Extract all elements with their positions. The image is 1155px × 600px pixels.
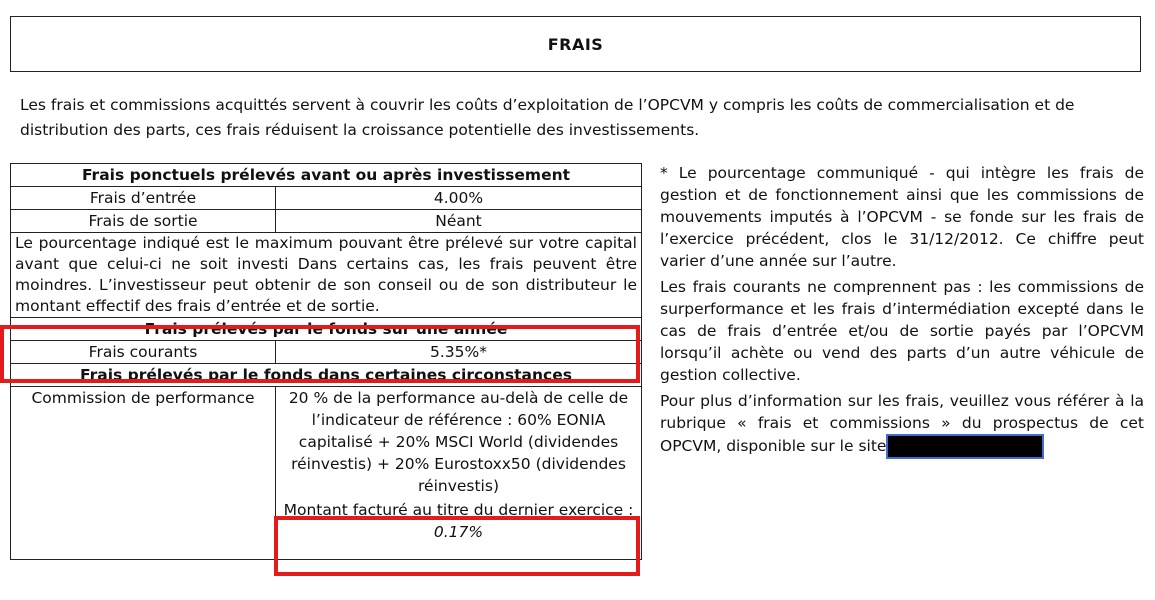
entry-fee-label: Frais d’entrée bbox=[11, 187, 276, 210]
fee-note-cell bbox=[11, 233, 642, 318]
side-note-2: Les frais courants ne comprennent pas : les commissions de surperformance et les frais d’intermédiation excepté dans le cas de frais d’entrée et/ou de sortie payés par l’OPCVM lorsqu’il achète ou vend des parts d’un autre véhicule de gestion collective. bbox=[660, 278, 1144, 384]
performance-amount-label: Montant facturé au titre du dernier exercice : bbox=[283, 501, 634, 519]
intro-paragraph: Les frais et commissions acquittés servent à couvrir les coûts d’exploitation de l’OPCVM y compris les coûts de commercialisation et de distribution des parts, ces frais réduisent la croissance potentielle des investissements. bbox=[20, 96, 1075, 139]
performance-fee-label: Commission de performance bbox=[11, 387, 276, 560]
current-fees-value: 5.35%* bbox=[276, 341, 642, 364]
table-row bbox=[11, 233, 642, 318]
special-fees-header: Frais prélevés par le fonds dans certaines circonstances bbox=[11, 364, 642, 387]
current-fees-label: Frais courants bbox=[11, 341, 276, 364]
exit-fee-value: Néant bbox=[276, 210, 642, 233]
highlight-annual-fees bbox=[0, 325, 640, 383]
fee-note-text: Le pourcentage indiqué est le maximum pouvant être prélevé sur votre capital avant que celui-ci ne soit investi Dans certains cas, les frais peuvent être moindres. L’investisseur peut obtenir de son conseil ou de son distributeur le montant effectif des frais d’entrée et de sortie. bbox=[15, 234, 637, 315]
performance-fee-description: 20 % de la performance au-delà de celle de l’indicateur de référence : 60% EONIA capitalisé + 20% MSCI World (dividendes réinvestis) + 20% Eurostoxx50 (dividendes réinvestis) bbox=[288, 389, 629, 493]
exit-fee-label: Frais de sortie bbox=[11, 210, 276, 233]
table-row bbox=[11, 187, 642, 210]
annual-fees-header: Frais prélevés par le fonds sur une année bbox=[11, 318, 642, 341]
section-title: FRAIS bbox=[547, 34, 604, 54]
side-note-1: * Le pourcentage communiqué - qui intègre les frais de gestion et de fonctionnement ainsi que les commissions de mouvements imputés à l’OPCVM - se fonde sur les frais de l’exercice précédent, clos le 31/12/2012. Ce chiffre peut varier d’une année sur l’autre. bbox=[660, 164, 1144, 270]
redacted-website bbox=[886, 434, 1044, 459]
table-row bbox=[11, 210, 642, 233]
highlight-performance-amount bbox=[274, 516, 640, 576]
side-note-3-text: Pour plus d’information sur les frais, veuillez vous référer à la rubrique « frais et commissions » du prospectus de cet OPCVM, disponible sur le site bbox=[660, 392, 1144, 455]
side-notes bbox=[660, 162, 1144, 463]
section-title-box bbox=[10, 16, 1141, 72]
one-off-fees-header: Frais ponctuels prélevés avant ou après investissement bbox=[11, 164, 642, 187]
table-row bbox=[11, 164, 642, 187]
entry-fee-value: 4.00% bbox=[276, 187, 642, 210]
side-note-3 bbox=[660, 390, 1144, 459]
performance-amount-value: 0.17% bbox=[433, 523, 484, 541]
